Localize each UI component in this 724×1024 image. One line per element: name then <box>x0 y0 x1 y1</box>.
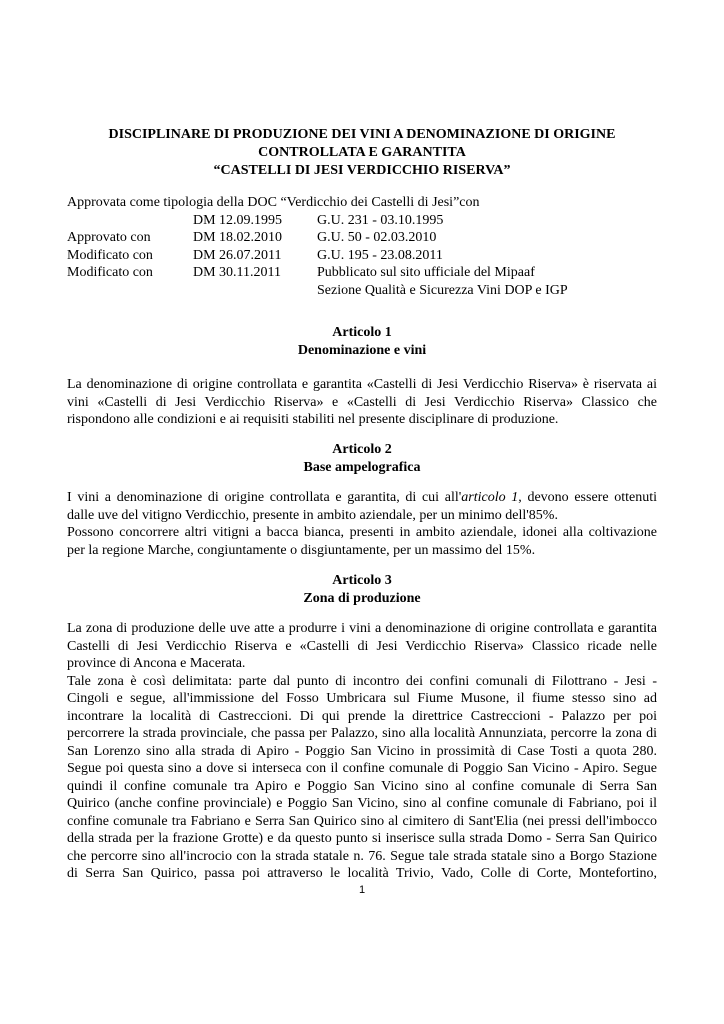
paragraph-line: Segue poi questa sino a dove si interseca con il confine comunale di Poggio San Vicino - Apiro. Segue <box>67 761 657 776</box>
paragraph-line: vini «Castelli di Jesi Verdicchio Riserva» e «Castelli di Jesi Verdicchio Riserva» Classico che <box>67 394 657 410</box>
approval-row <box>67 247 667 265</box>
approval-decree: DM 26.07.2011 <box>193 247 282 263</box>
approval-label: Approvato con <box>67 230 151 245</box>
paragraph-line: quindi il confine comunale tra Apiro e Poggio San Vicino sino al confine comunale di Serra San <box>67 778 657 794</box>
paragraph-line: I vini a denominazione di origine controllata e garantita, di cui all'articolo 1, devono essere ottenuti <box>67 490 657 505</box>
approval-label: Modificato con <box>67 247 153 263</box>
article-1-body <box>67 376 657 429</box>
article-number: Articolo 3 <box>332 573 392 588</box>
approval-decree: DM 12.09.1995 <box>193 212 283 228</box>
paragraph-line: della strada per la frazione Grotte) e da questo punto si inserisce sulla strada Domo - Serra San Quirico <box>67 831 657 846</box>
approval-gazette: G.U. 50 - 02.03.2010 <box>317 230 437 245</box>
article-number: Articolo 2 <box>332 442 392 457</box>
paragraph-line: Possono concorrere altri vitigni a bacca bianca, presenti in ambito aziendale, idonei alla coltivazione <box>67 525 657 540</box>
article-2-body <box>67 489 657 559</box>
article-3-body <box>67 620 657 883</box>
approval-gazette: G.U. 195 - 23.08.2011 <box>317 247 443 263</box>
page-number: 1 <box>358 884 366 896</box>
paragraph-line: incontrare la località di Castreccioni. Di qui prende la direttrice Castreccioni - Palazzo per poi <box>67 708 657 724</box>
approval-gazette: Sezione Qualità e Sicurezza Vini DOP e IGP <box>317 282 568 298</box>
paragraph-line: Tale zona è così delimitata: parte dal punto di incontro dei confini comunali di Filottrano - Jesi - <box>67 673 657 689</box>
paragraph-line: La denominazione di origine controllata e garantita «Castelli di Jesi Verdicchio Riserva» è riservata ai <box>67 377 657 392</box>
approval-row <box>67 212 667 230</box>
approval-intro: Approvata come tipologia della DOC “Verdicchio dei Castelli di Jesi”con <box>67 195 480 210</box>
approval-row <box>67 264 667 282</box>
title-line-2: CONTROLLATA E GARANTITA <box>258 145 466 160</box>
approval-row <box>67 282 667 300</box>
title-line-3: “CASTELLI DI JESI VERDICCHIO RISERVA” <box>213 163 511 178</box>
article-number: Articolo 1 <box>332 325 392 340</box>
approval-gazette: Pubblicato sul sito ufficiale del Mipaaf <box>317 265 535 280</box>
article-reference: articolo 1 <box>461 490 519 505</box>
approval-row <box>67 229 667 247</box>
article-title: Denominazione e vini <box>297 342 427 358</box>
article-title: Base ampelografica <box>303 459 421 475</box>
paragraph-line: per la regione Marche, congiuntamente o disgiuntamente, per un massimo del 15%. <box>67 542 536 558</box>
paragraph-line: confine comunale tra Fabriano e Serra San Quirico sino al cimitero di Sant'Elia (nei pressi dell'imbocco <box>67 813 657 829</box>
paragraph-line: Cingoli e segue, all'immissione del Fosso Umbricara sul Fiume Musone, il fiume stesso sino ad <box>67 691 657 706</box>
paragraph-line: province di Ancona e Macerata. <box>67 656 246 671</box>
article-title: Zona di produzione <box>303 590 421 606</box>
article-1-heading <box>67 324 657 359</box>
approval-decree: DM 18.02.2010 <box>193 230 283 245</box>
paragraph-line: di Serra San Quirico, passa poi attraverso le località Trivio, Vado, Colle di Corte, Montefortino, <box>67 866 657 881</box>
approval-gazette: G.U. 231 - 03.10.1995 <box>317 212 444 228</box>
paragraph-line: rispondono alle condizioni e ai requisiti stabiliti nel presente disciplinare di produzione. <box>67 412 559 427</box>
paragraph-line: percorrere la strada provinciale, che passa per Palazzo, sino alla località Annunziata, percorre la zona di <box>67 726 657 741</box>
paragraph-line: Castelli di Jesi Verdicchio Riserva e «Castelli di Jesi Verdicchio Riserva» Classico ricade nelle <box>67 638 657 654</box>
article-2-heading <box>67 441 657 476</box>
approval-decree: DM 30.11.2011 <box>193 265 282 280</box>
paragraph-line: San Lorenzo sino alla strada di Apiro - Poggio San Vicino in prossimità di Case Tosti a quota 280. <box>67 743 657 759</box>
title-line-1: DISCIPLINARE DI PRODUZIONE DEI VINI A DENOMINAZIONE DI ORIGINE <box>108 127 616 142</box>
paragraph-line: La zona di produzione delle uve atte a produrre i vini a denominazione di origine controllata e garantita <box>67 621 657 636</box>
paragraph-line: che percorre sino all'incrocio con la strada statale n. 76. Segue tale strada statale sino a Borgo Stazione <box>67 848 657 864</box>
approval-label: Modificato con <box>67 265 153 280</box>
document-title <box>67 126 657 180</box>
approval-block <box>67 194 667 299</box>
article-3-heading <box>67 572 657 607</box>
paragraph-line: Quirico (anche confine provinciale) e Poggio San Vicino, sino al confine comunale di Fabriano, poi il <box>67 796 657 811</box>
paragraph-line: dalle uve del vitigno Verdicchio, presente in ambito aziendale, per un minimo dell'85%. <box>67 507 558 523</box>
